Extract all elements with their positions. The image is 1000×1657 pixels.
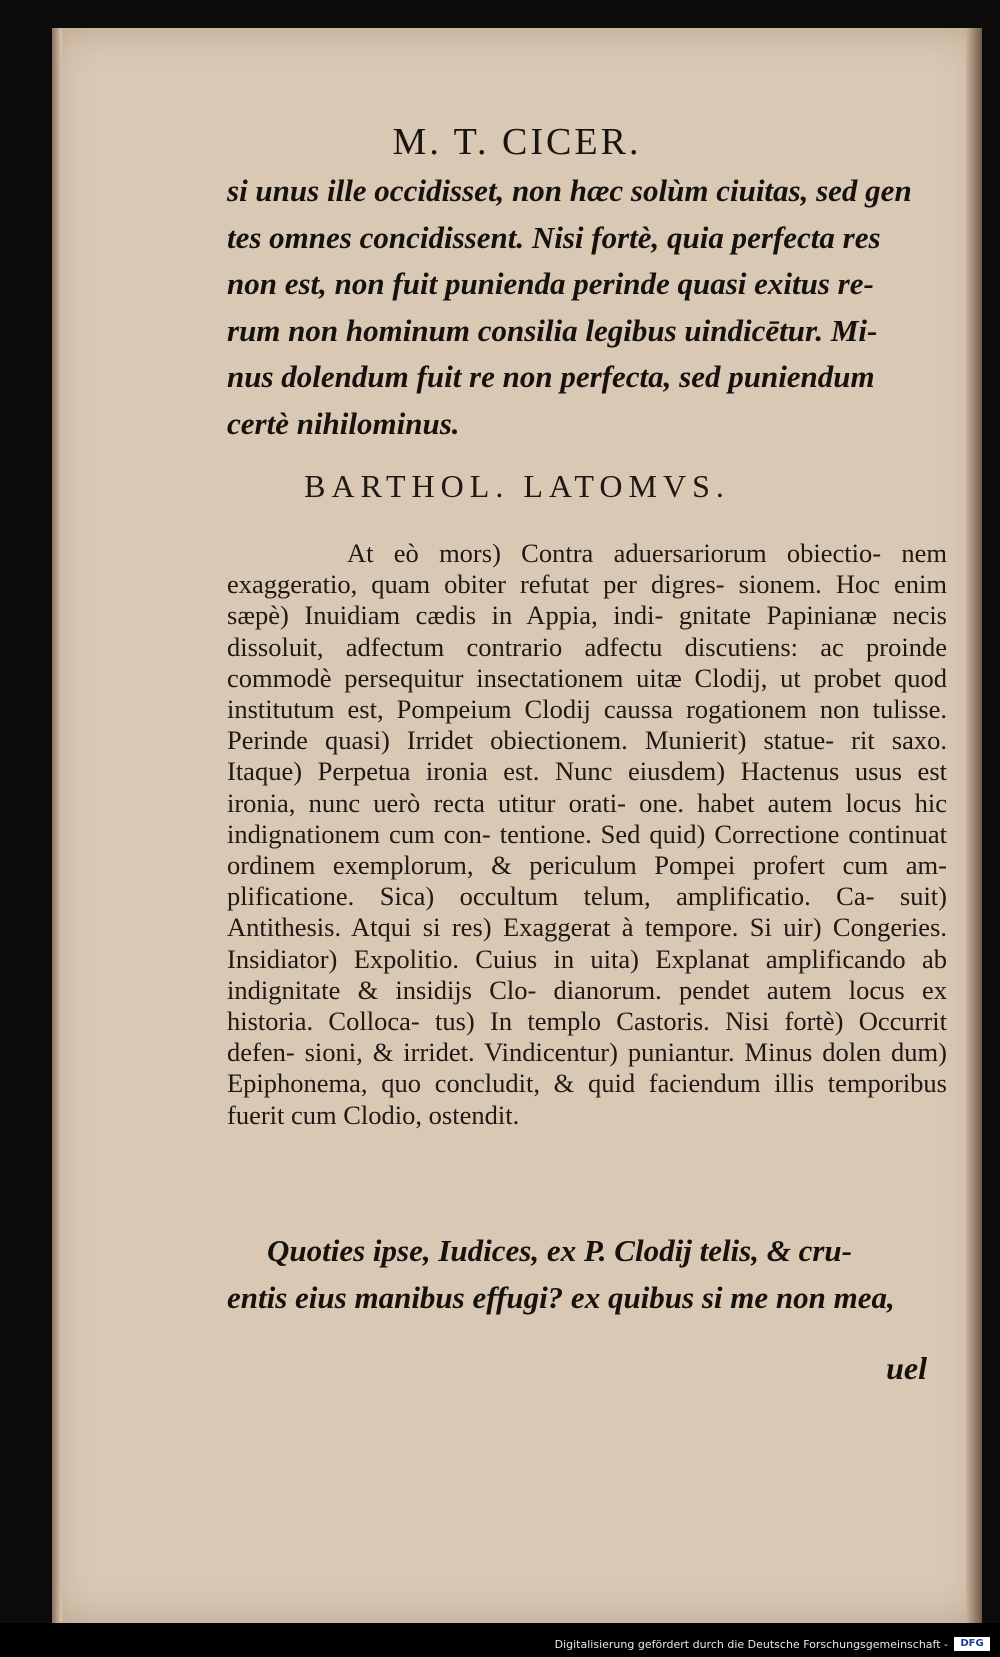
second-text-line: Quoties ipse, Iudices, ex P. Clodij telis, & cru-: [267, 1233, 852, 1268]
main-text-line: si unus ille occidisset, non hæc solùm ciuitas, sed gen: [227, 173, 912, 208]
dfg-logo: DFG: [954, 1637, 990, 1651]
main-text-line: certè nihilominus.: [227, 405, 460, 441]
page-edge-shadow: [966, 28, 982, 1623]
book-page: [52, 28, 982, 1623]
footer-bar: [0, 1623, 1000, 1657]
commentary-paragraph: At eò mors) Contra aduersariorum obiectio- nem exaggeratio, quam obiter refutat per digres- sionem. Hoc enim sæpè) Inuidiam cædis in Appia, indi- gnitate Papinianæ necis dissoluit, adfectum contrario adfectu discutiens: ac proinde commodè persequitur insectationem uitæ Clodij, ut probet quod institutum est, Pompeium Clodij caussa rogationem non tulisse. Perinde quasi) Irridet obiectionem. Munierit) statue- rit saxo. Itaque) Perpetua ironia est. Nunc eiusdem) Hactenus usus est ironia, nunc uerò recta utitur orati- one. habet autem locus hic indignationem cum con- tentione. Sed quid) Correctione continuat ordinem exemplorum, & periculum Pompei profert cum am- plificatione. Sica) occultum telum, amplificatio. Ca- suit) Antithesis. Atqui si res) Exaggerat à tempore. Si uir) Congeries. Insidiator) Expolitio. Cuius in uita) Explanat amplificando ab indignitate & insidijs Clo- dianorum. pendet autem locus ex historia. Colloca- tus) In templo Castoris. Nisi fortè) Occurrit defen- sioni, & irridet. Vindicentur) puniantur. Minus dolen dum) Epiphonema, quo concludit, & quid faciendum illis temporibus fuerit cum Clodio, ostendit.: [227, 538, 947, 1130]
main-text-line: tes omnes concidissent. Nisi fortè, quia perfecta res: [227, 219, 881, 255]
catchword: uel: [886, 1350, 927, 1386]
section-title: BARTHOL. LATOMVS.: [304, 468, 730, 504]
main-text-block: [227, 168, 947, 447]
main-text-line: non est, non fuit punienda perinde quasi exitus re-: [227, 266, 874, 301]
second-text-line: entis eius manibus effugi? ex quibus si me non mea,: [227, 1279, 895, 1315]
main-text-line: rum non hominum consilia legibus uindicētur. Mi-: [227, 312, 878, 348]
page-gutter-shadow: [52, 28, 62, 1623]
main-text-line: nus dolendum fuit re non perfecta, sed puniendum: [227, 359, 875, 394]
commentary-block: [227, 538, 947, 1131]
running-head: M. T. CICER.: [392, 121, 642, 163]
second-text-block: [227, 1228, 947, 1321]
footer-note: Digitalisierung gefördert durch die Deutsche Forschungsgemeinschaft -: [554, 1638, 948, 1651]
